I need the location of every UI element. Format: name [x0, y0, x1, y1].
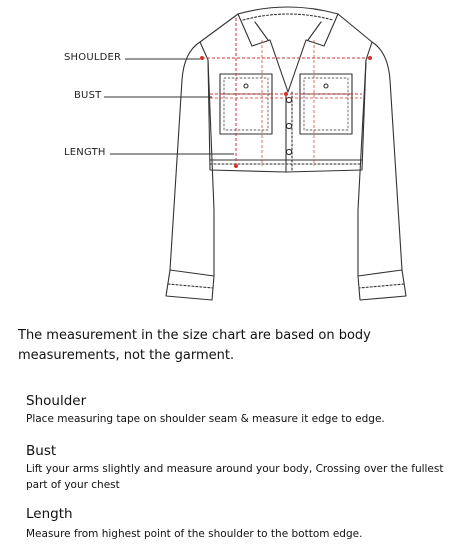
length-title: Length	[26, 506, 73, 522]
shoulder-title: Shoulder	[26, 393, 87, 409]
length-callout: LENGTH	[64, 147, 106, 158]
shoulder-description: Place measuring tape on shoulder seam & measure it edge to edge.	[26, 413, 385, 425]
measurement-note: The measurement in the size chart are based on body measurements, not the garment.	[18, 328, 371, 363]
bust-callout: BUST	[74, 90, 102, 101]
bust-title: Bust	[26, 443, 57, 459]
bust-description: Lift your arms slightly and measure around your body, Crossing over the fullest part of your chest	[26, 463, 444, 491]
length-description: Measure from highest point of the shoulder to the bottom edge.	[26, 528, 363, 540]
shoulder-callout: SHOULDER	[64, 52, 122, 63]
